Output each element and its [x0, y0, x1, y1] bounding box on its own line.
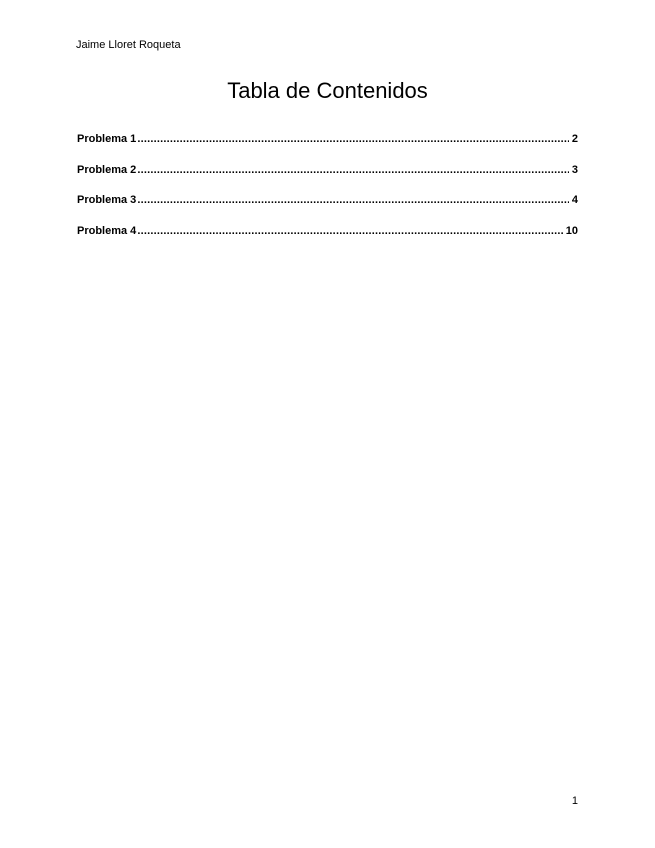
toc-list	[77, 132, 578, 254]
toc-entry-page: 3	[571, 163, 578, 176]
toc-entry-page: 10	[565, 224, 578, 237]
header-author: Jaime Lloret Roqueta	[76, 39, 181, 51]
footer-page-number: 1	[571, 795, 578, 807]
toc-entry-page: 4	[571, 194, 578, 206]
toc-entry-4[interactable]	[77, 224, 578, 255]
toc-entry-label: Problema 2	[77, 163, 137, 176]
toc-entry-label: Problema 3	[77, 194, 137, 206]
toc-entry-page: 2	[571, 133, 578, 145]
toc-title: Tabla de Contenidos	[227, 78, 428, 103]
toc-entry-label: Problema 1	[77, 133, 137, 145]
toc-dot-leader	[137, 224, 562, 238]
toc-entry-1[interactable]	[77, 132, 578, 163]
toc-dot-leader	[137, 132, 569, 146]
toc-dot-leader	[137, 193, 569, 207]
toc-entry-3[interactable]	[77, 193, 578, 224]
toc-entry-2[interactable]	[77, 163, 578, 194]
toc-entry-label: Problema 4	[77, 224, 137, 237]
toc-dot-leader	[137, 163, 569, 177]
